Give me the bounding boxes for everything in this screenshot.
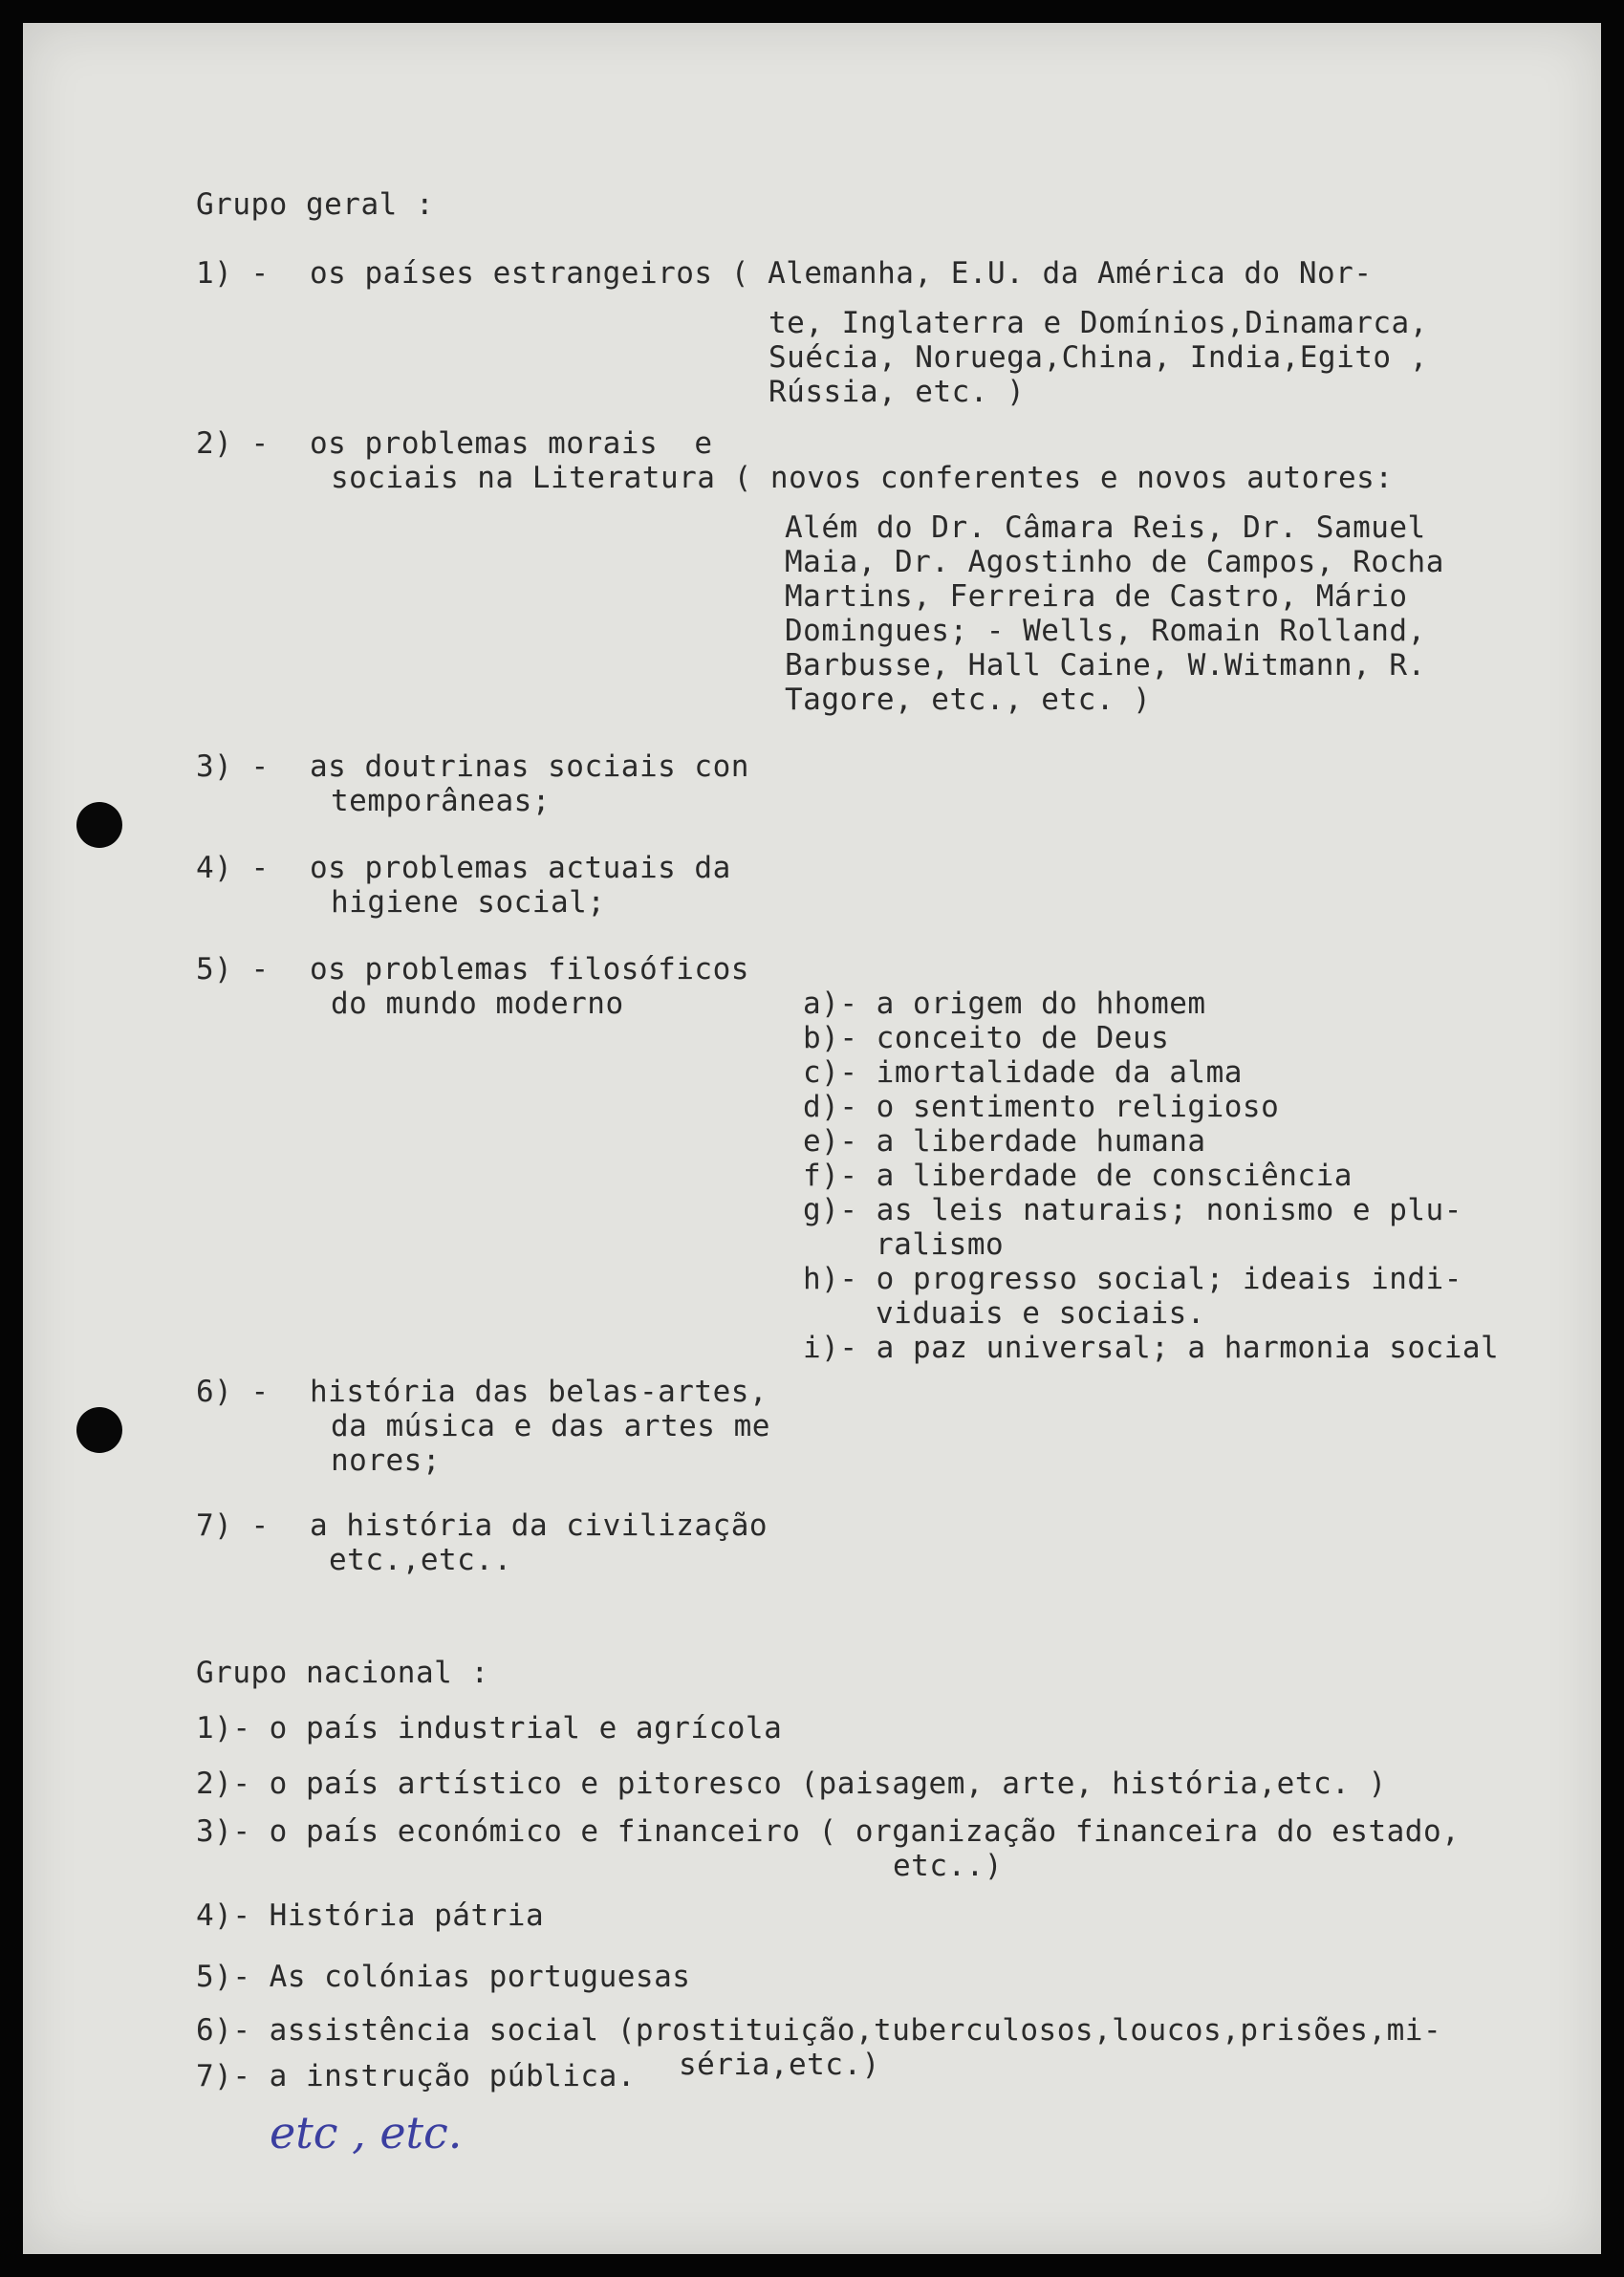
- national-item: 2)- o país artístico e pitoresco (paisagem, arte, história,etc. ): [196, 1767, 1387, 1801]
- general-item-text: os países estrangeiros ( Alemanha, E.U. da América do Nor-: [310, 256, 1373, 291]
- subitem: e)- a liberdade humana: [803, 1124, 1206, 1159]
- subitem: a)- a origem do hhomem: [803, 987, 1206, 1021]
- subitem: d)- o sentimento religioso: [803, 1090, 1280, 1124]
- general-item-text: temporâneas;: [331, 784, 551, 818]
- subitem-continuation: ralismo: [876, 1227, 1005, 1262]
- general-item-text: higiene social;: [331, 885, 606, 920]
- subitem: c)- imortalidade da alma: [803, 1055, 1243, 1090]
- national-item: 5)- As colónias portuguesas: [196, 1960, 691, 1994]
- general-item-continuation: Maia, Dr. Agostinho de Campos, Rocha: [785, 545, 1444, 579]
- subitem-continuation: viduais e sociais.: [876, 1296, 1205, 1331]
- national-item: 4)- História pátria: [196, 1898, 545, 1933]
- national-item: 1)- o país industrial e agrícola: [196, 1711, 783, 1746]
- general-item-continuation: Rússia, etc. ): [769, 375, 1026, 409]
- subitem: i)- a paz universal; a harmonia social: [803, 1331, 1500, 1365]
- general-item-text: a história da civilização: [310, 1508, 769, 1543]
- general-item-text: história das belas-artes,: [310, 1375, 769, 1409]
- general-item-number: 4) -: [196, 851, 270, 885]
- general-item-text: da música e das artes me: [331, 1409, 770, 1443]
- national-item-continuation: séria,etc.): [679, 2048, 880, 2082]
- punch-hole: [76, 1407, 122, 1453]
- subitem: g)- as leis naturais; nonismo e plu-: [803, 1193, 1462, 1227]
- subitem: f)- a liberdade de consciência: [803, 1159, 1353, 1193]
- document-page: [23, 23, 1601, 2254]
- general-item-text: nores;: [331, 1443, 441, 1478]
- general-item-number: 1) -: [196, 256, 270, 291]
- general-item-continuation: Domingues; - Wells, Romain Rolland,: [785, 614, 1426, 648]
- subitem: b)- conceito de Deus: [803, 1021, 1170, 1055]
- general-heading: Grupo geral :: [196, 187, 435, 222]
- general-item-number: 7) -: [196, 1508, 270, 1543]
- general-item-continuation: Martins, Ferreira de Castro, Mário: [785, 579, 1408, 614]
- general-item-continuation: Barbusse, Hall Caine, W.Witmann, R.: [785, 648, 1426, 683]
- general-item-number: 3) -: [196, 749, 270, 784]
- general-item-continuation: Suécia, Noruega,China, India,Egito ,: [769, 340, 1428, 375]
- general-item-continuation: te, Inglaterra e Domínios,Dinamarca,: [769, 306, 1428, 340]
- punch-hole: [76, 802, 122, 848]
- general-item-number: 6) -: [196, 1375, 270, 1409]
- general-item-text: etc.,etc..: [329, 1543, 512, 1577]
- general-item-text: sociais na Literatura ( novos conferentes e novos autores:: [331, 461, 1394, 495]
- general-item-number: 2) -: [196, 426, 270, 461]
- national-item-continuation: etc..): [893, 1849, 1003, 1883]
- national-item: 6)- assistência social (prostituição,tuberculosos,loucos,prisões,mi-: [196, 2013, 1442, 2048]
- general-item-continuation: Além do Dr. Câmara Reis, Dr. Samuel: [785, 510, 1426, 545]
- handwritten-note: etc , etc.: [270, 2107, 463, 2158]
- national-heading: Grupo nacional :: [196, 1656, 489, 1690]
- general-item-text: do mundo moderno: [331, 987, 624, 1021]
- general-item-text: os problemas actuais da: [310, 851, 731, 885]
- general-item-continuation: Tagore, etc., etc. ): [785, 683, 1152, 717]
- general-item-text: as doutrinas sociais con: [310, 749, 749, 784]
- subitem: h)- o progresso social; ideais indi-: [803, 1262, 1462, 1296]
- general-item-number: 5) -: [196, 952, 270, 987]
- national-item: 7)- a instrução pública.: [196, 2059, 636, 2093]
- general-item-text: os problemas morais e: [310, 426, 713, 461]
- general-item-text: os problemas filosóficos: [310, 952, 749, 987]
- national-item: 3)- o país económico e financeiro ( organização financeira do estado,: [196, 1814, 1461, 1849]
